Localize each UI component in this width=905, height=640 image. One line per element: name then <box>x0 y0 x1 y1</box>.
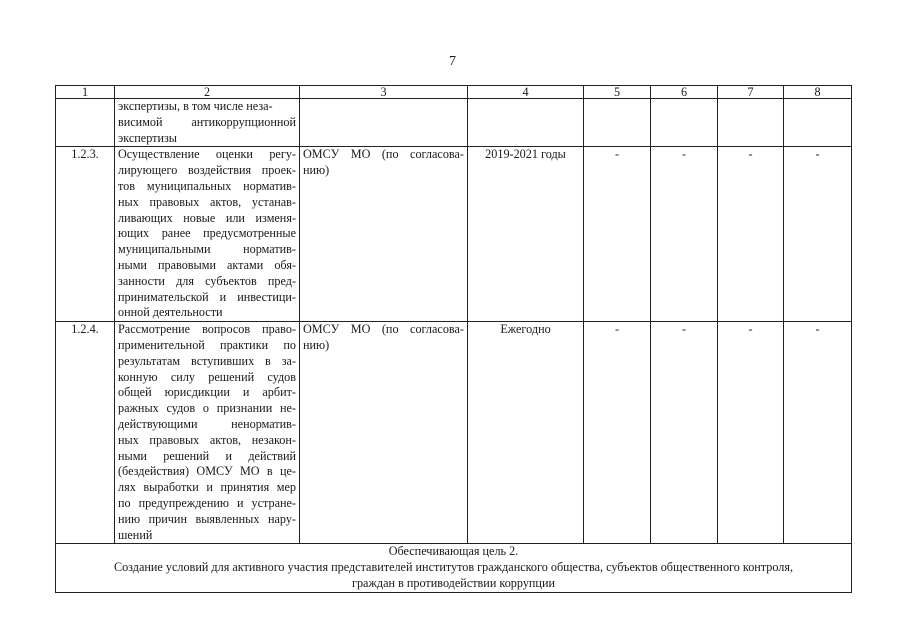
continuation-line: экспертизы <box>118 130 177 145</box>
header-col-2: 2 <box>115 86 300 99</box>
text-line: ОМСУ МО (по согласова- <box>303 147 464 162</box>
text-line: нию) <box>303 163 330 178</box>
header-col-7: 7 <box>718 86 784 99</box>
text-line: ливающих новые или изменя- <box>118 210 296 225</box>
col-7-value: - <box>718 147 784 322</box>
text-line: по предупреждению и устране- <box>118 495 296 510</box>
col-5-value: - <box>584 147 651 322</box>
col-8-value: - <box>784 322 852 544</box>
executor <box>300 322 468 544</box>
header-col-5: 5 <box>584 86 651 99</box>
text-line: ражных судов о признании не- <box>118 401 296 416</box>
text-line: шений <box>118 527 153 542</box>
executor <box>300 147 468 322</box>
text-line: ных правовых актов, устанав- <box>118 194 296 209</box>
table-row <box>56 147 852 322</box>
text-line: применительной практики по <box>118 337 296 352</box>
text-line: принимательской и инвестици- <box>118 289 296 304</box>
continuation-line: экспертизы, в том числе неза- <box>118 99 273 113</box>
text-line: онной деятельности <box>118 305 223 320</box>
goal-title: Обеспечивающая цель 2. <box>388 544 519 559</box>
text-line: ОМСУ МО (по согласова- <box>303 322 464 337</box>
header-col-4: 4 <box>468 86 584 99</box>
header-row <box>56 86 852 99</box>
col-5-value: - <box>584 322 651 544</box>
continuation-row <box>56 99 852 147</box>
text-line: нию причин выявленных нару- <box>118 511 296 526</box>
page-number: 7 <box>449 54 456 69</box>
col-6-value: - <box>651 322 718 544</box>
text-line: нию) <box>303 337 330 352</box>
text-line: занности для субъектов пред- <box>118 273 296 288</box>
row-number: 1.2.3. <box>56 147 115 322</box>
text-line: ющих ранее предусмотренные <box>118 226 296 241</box>
text-line: ными правовыми актами обя- <box>118 257 296 272</box>
period: 2019-2021 годы <box>468 147 584 322</box>
goal-row <box>56 544 852 592</box>
measures-table <box>55 85 852 593</box>
goal-line: Создание условий для активного участия представителей институтов гражданского общества, субъектов общественного контроля, <box>113 560 794 575</box>
text-line: (бездействия) ОМСУ МО в це- <box>118 464 296 479</box>
col-6-value: - <box>651 147 718 322</box>
period: Ежегодно <box>468 322 584 544</box>
text-line: лирующего воздействия проек- <box>118 163 296 178</box>
header-col-6: 6 <box>651 86 718 99</box>
text-line: муниципальными норматив- <box>118 242 296 257</box>
text-line: конную силу решений судов <box>118 369 296 384</box>
text-line: действующими ненорматив- <box>118 416 296 431</box>
table-row <box>56 322 852 544</box>
text-line: лях выработки и принятия мер <box>118 480 296 495</box>
continuation-line: висимой антикоррупционной <box>118 114 296 129</box>
row-number: 1.2.4. <box>56 322 115 544</box>
measure-description <box>115 322 300 544</box>
goal-text <box>56 544 852 592</box>
col-7-value: - <box>718 322 784 544</box>
text-line: ными решений и действий <box>118 448 296 463</box>
text-line: ных правовых актов, незакон- <box>118 432 296 447</box>
goal-line: граждан в противодействии коррупции <box>351 575 556 590</box>
text-line: общей юрисдикции и арбит- <box>118 385 296 400</box>
header-col-1: 1 <box>56 86 115 99</box>
text-line: Рассмотрение вопросов право- <box>118 322 296 337</box>
continuation-text <box>115 99 300 147</box>
text-line: тов муниципальных норматив- <box>118 178 296 193</box>
col-8-value: - <box>784 147 852 322</box>
measure-description <box>115 147 300 322</box>
header-col-3: 3 <box>300 86 468 99</box>
header-col-8: 8 <box>784 86 852 99</box>
text-line: результатам вступивших в за- <box>118 353 296 368</box>
text-line: Осуществление оценки регу- <box>118 147 296 162</box>
